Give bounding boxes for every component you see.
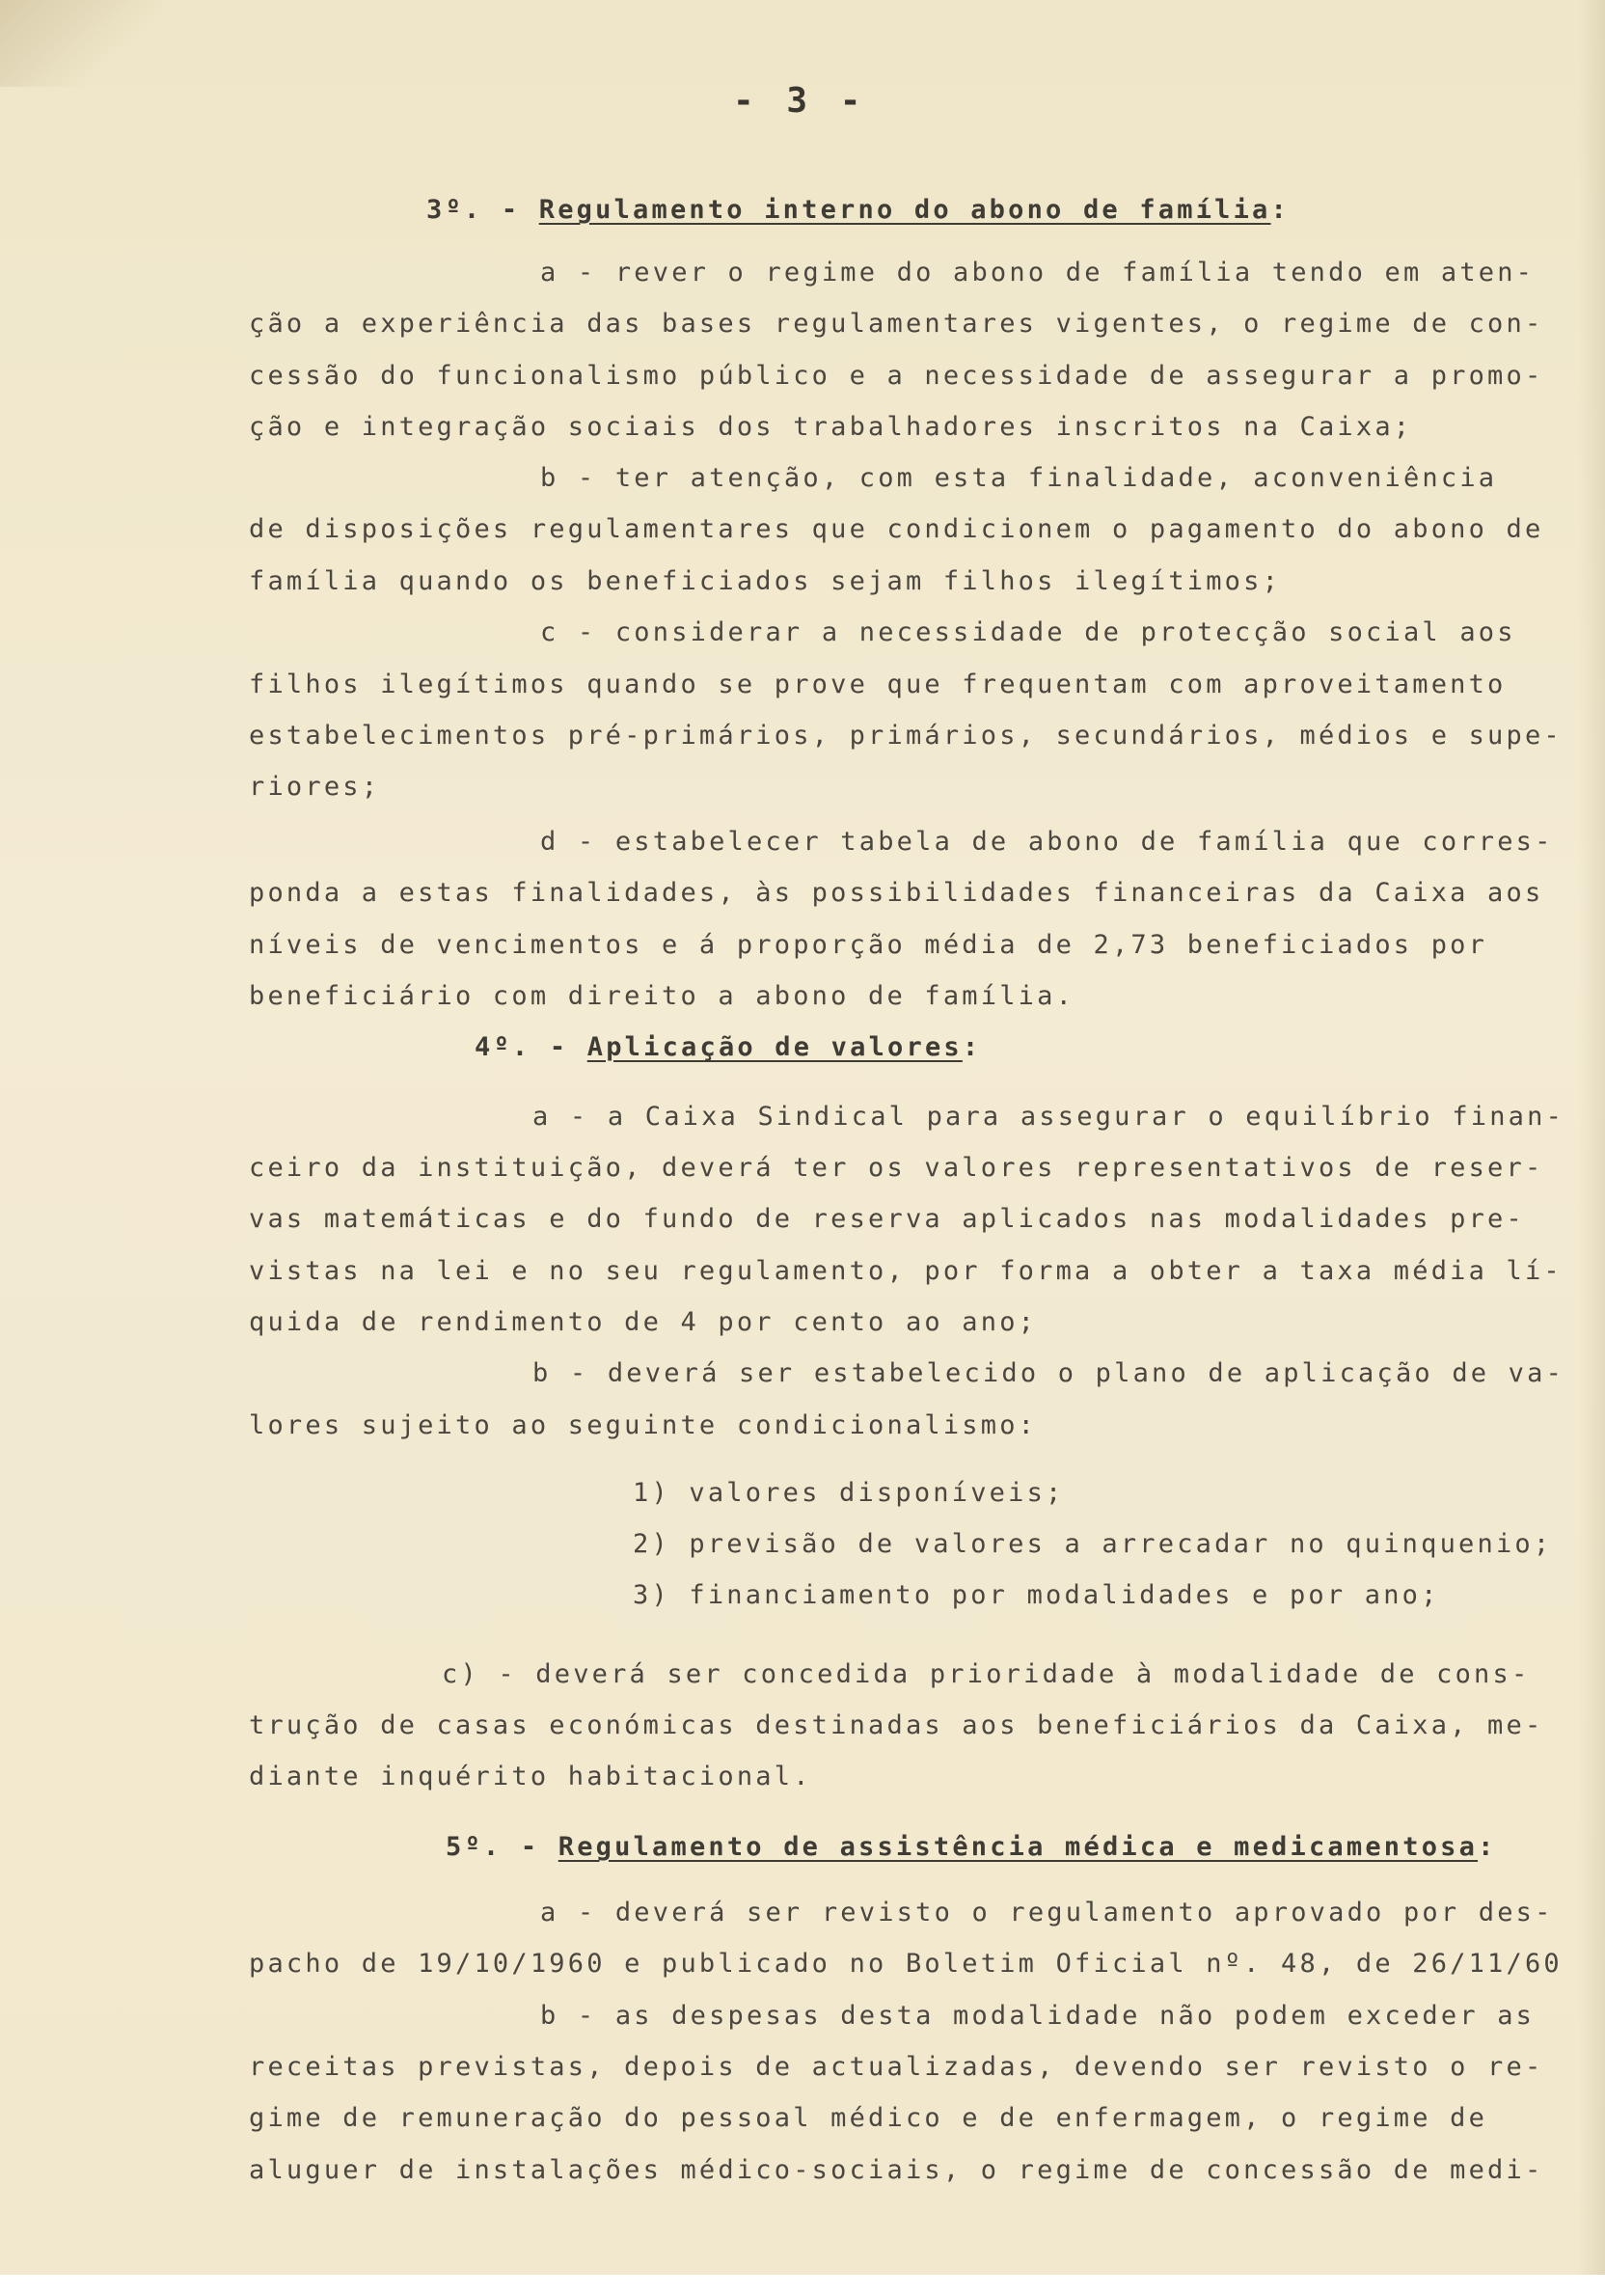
section-5-title: Regulamento de assistência médica e medicamentosa xyxy=(558,1832,1479,1862)
text-line: filhos ilegítimos quando se prove que frequentam com aproveitamento xyxy=(249,670,1507,699)
text-line: c) - deverá ser concedida prioridade à modalidade de cons- xyxy=(442,1659,1531,1689)
text-line: ção e integração sociais dos trabalhadores inscritos na Caixa; xyxy=(249,412,1413,442)
text-line: aluguer de instalações médico-sociais, o regime de concessão de medi- xyxy=(249,2155,1544,2185)
text-line: níveis de vencimentos e á proporção média de 2,73 beneficiados por xyxy=(249,930,1488,960)
page-number: - 3 - xyxy=(733,81,867,121)
text-line: família quando os beneficiados sejam filhos ilegítimos; xyxy=(249,566,1282,596)
text-line: vistas na lei e no seu regulamento, por forma a obter a taxa média lí- xyxy=(249,1256,1563,1286)
text-line: vas matemáticas e do fundo de reserva aplicados nas modalidades pre- xyxy=(249,1204,1525,1234)
section-4-heading xyxy=(475,1030,981,1065)
text-line: receitas previstas, depois de actualizadas, devendo ser revisto o re- xyxy=(249,2052,1544,2082)
text-line: riores; xyxy=(249,772,381,802)
list-item: 1) valores disponíveis; xyxy=(633,1478,1065,1508)
text-line: a - a Caixa Sindical para assegurar o equilíbrio finan- xyxy=(532,1102,1565,1132)
text-line: lores sujeito ao seguinte condicionalismo: xyxy=(249,1410,1038,1440)
section-4-colon: : xyxy=(962,1032,982,1062)
text-line: c - considerar a necessidade de protecção social aos xyxy=(540,617,1516,647)
paper-edge-shadow xyxy=(1578,0,1605,2296)
text-line: estabelecimentos pré-primários, primários, secundários, médios e supe- xyxy=(249,721,1563,751)
text-line: gime de remuneração do pessoal médico e de enfermagem, o regime de xyxy=(249,2103,1488,2133)
text-line: pacho de 19/10/1960 e publicado no Boletim Oficial nº. 48, de 26/11/60 xyxy=(249,1949,1563,1979)
section-5-heading xyxy=(446,1830,1497,1865)
text-line: trução de casas económicas destinadas aos beneficiários da Caixa, me- xyxy=(249,1710,1544,1740)
text-line: b - deverá ser estabelecido o plano de aplicação de va- xyxy=(532,1358,1565,1388)
section-3-title: Regulamento interno do abono de família xyxy=(538,195,1271,225)
paper-corner-wear xyxy=(0,0,164,87)
text-line: de disposições regulamentares que condicionem o pagamento do abono de xyxy=(249,514,1544,544)
text-line: diante inquérito habitacional. xyxy=(249,1762,812,1791)
text-line: ção a experiência das bases regulamentares vigentes, o regime de con- xyxy=(249,309,1544,339)
text-line: d - estabelecer tabela de abono de família que corres- xyxy=(540,827,1554,857)
section-4-number: 4º. - xyxy=(475,1032,569,1062)
section-4-title: Aplicação de valores xyxy=(586,1032,963,1062)
text-line: a - rever o regime do abono de família tendo em aten- xyxy=(540,258,1536,287)
text-line: b - as despesas desta modalidade não podem exceder as xyxy=(540,2001,1536,2031)
section-3-colon: : xyxy=(1270,195,1290,225)
text-line: quida de rendimento de 4 por cento ao ano; xyxy=(249,1307,1038,1337)
text-line: a - deverá ser revisto o regulamento aprovado por des- xyxy=(540,1898,1554,1927)
text-line: b - ter atenção, com esta finalidade, aconveniência xyxy=(540,463,1498,493)
section-5-colon: : xyxy=(1478,1832,1497,1862)
text-line: beneficiário com direito a abono de família. xyxy=(249,981,1075,1011)
page-bottom-margin xyxy=(0,2275,1605,2296)
list-item: 2) previsão de valores a arrecadar no quinquenio; xyxy=(633,1529,1553,1559)
section-3-heading xyxy=(426,193,1290,228)
section-3-number: 3º. - xyxy=(426,195,521,225)
text-line: ponda a estas finalidades, às possibilidades financeiras da Caixa aos xyxy=(249,878,1544,908)
text-line: cessão do funcionalismo público e a necessidade de assegurar a promo- xyxy=(249,361,1544,391)
section-5-number: 5º. - xyxy=(446,1832,540,1862)
text-line: ceiro da instituição, deverá ter os valores representativos de reser- xyxy=(249,1153,1544,1183)
list-item: 3) financiamento por modalidades e por ano; xyxy=(633,1580,1440,1610)
